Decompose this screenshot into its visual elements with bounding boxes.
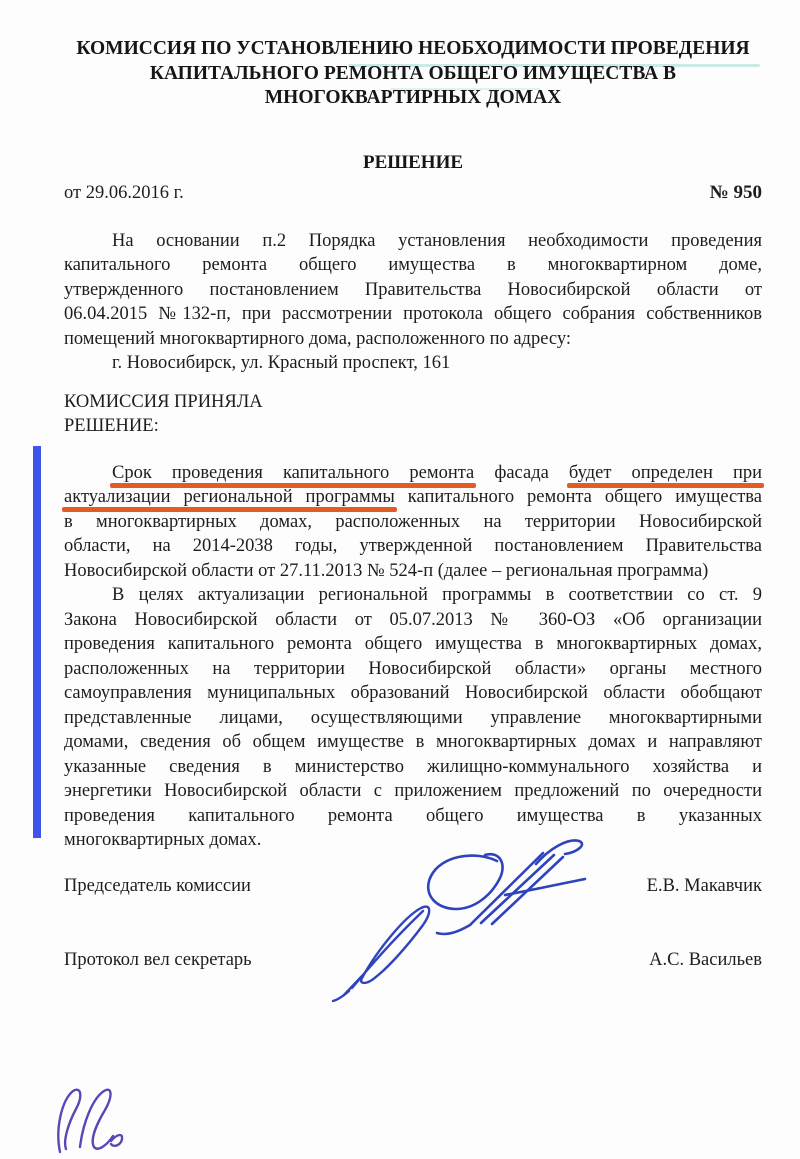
signature-block [64,874,762,972]
text-line: представленные лицами, осуществляющими управление многоквартирными [64,707,762,728]
text-line: Закона Новосибирской области от 05.07.2013 № 360-ОЗ «Об организации [64,609,762,630]
text-line: В целях актуализации региональной программы в соответствии со ст. 9 [112,585,762,605]
document-title [64,37,762,111]
text-line: КОМИССИЯ ПРИНЯЛА [64,391,263,412]
text-line: 06.04.2015 №132-п, при рассмотрении протокола общего собрания собственников [64,304,762,324]
secretary-name: А.С. Васильев [649,949,762,970]
chairman-label: Председатель комиссии [64,875,251,896]
text-line: Срок проведения капитального ремонта фасада будет определен при [112,462,763,483]
title-line-1: КОМИССИЯ ПО УСТАНОВЛЕНИЮ НЕОБХОДИМОСТИ ПРОВЕДЕНИЯ [76,38,750,59]
document-type-heading: РЕШЕНИЕ [362,151,464,173]
resolution-header [64,390,762,439]
basis-paragraph [64,229,762,376]
text-line: г. Новосибирск, ул. Красный проспект, 161 [112,353,451,373]
chairman-name: Е.В. Макавчик [646,875,762,896]
orange-underlined-text: актуализации региональной программы [64,487,395,507]
blue-margin-highlight-bar [33,446,41,838]
corner-signature-ink [58,1090,122,1152]
secretary-label: Протокол вел секретарь [64,949,252,970]
text-line: многоквартирных домах. [64,830,262,850]
document-date: от 29.06.2016 г. [64,182,184,203]
text-line: утвержденного постановлением Правительства Новосибирской области от [64,279,762,300]
document-content [64,0,762,972]
text-line: Новосибирской области от 27.11.2013 № 524-п (далее – региональная программа) [64,560,709,581]
chairman-signature-row [64,874,762,898]
text-line: капитального ремонта общего имущества в многоквартирном доме, [64,255,762,275]
text-line: проведения капитального ремонта общего имущества в указанных [64,805,762,826]
orange-underlined-text: будет определен при [568,462,763,483]
text-line: расположенных на территории Новосибирской области» органы местного [64,658,762,679]
document-number: № 950 [709,181,762,203]
text-line: энергетики Новосибирской области с приложением предложений по очередности [64,781,762,801]
text-line: актуализации региональной программы капитального ремонта общего имущества [64,487,763,507]
orange-underlined-text: Срок проведения капитального ремонта [112,462,475,483]
text-line: в многоквартирных домах, расположенных на территории Новосибирской [64,511,762,532]
title-line-2: КАПИТАЛЬНОГО РЕМОНТА ОБЩЕГО ИМУЩЕСТВА В [149,62,677,84]
text-line: указанные сведения в министерство жилищно-коммунального хозяйства и [64,756,762,777]
date-number-row [64,181,762,205]
secretary-signature-row [64,948,762,972]
purpose-paragraph [64,583,762,853]
text-line: проведения капитального ремонта общего имущества в многоквартирных домах, [64,634,762,654]
text-line: РЕШЕНИЕ: [64,416,159,436]
text-line: На основании п.2 Порядка установления необходимости проведения [112,230,762,251]
text-line: помещений многоквартирного дома, расположенного по адресу: [64,328,572,349]
decision-paragraph [64,461,762,584]
text-line: домами, сведения об общем имуществе в многоквартирных домах и направляют [64,732,762,752]
text-line: области, на 2014-2038 годы, утвержденной постановлением Правительства [64,536,762,556]
title-line-3: МНОГОКВАРТИРНЫХ ДОМАХ [264,87,562,108]
text-line: самоуправления муниципальных образований Новосибирской области обобщают [64,683,762,703]
